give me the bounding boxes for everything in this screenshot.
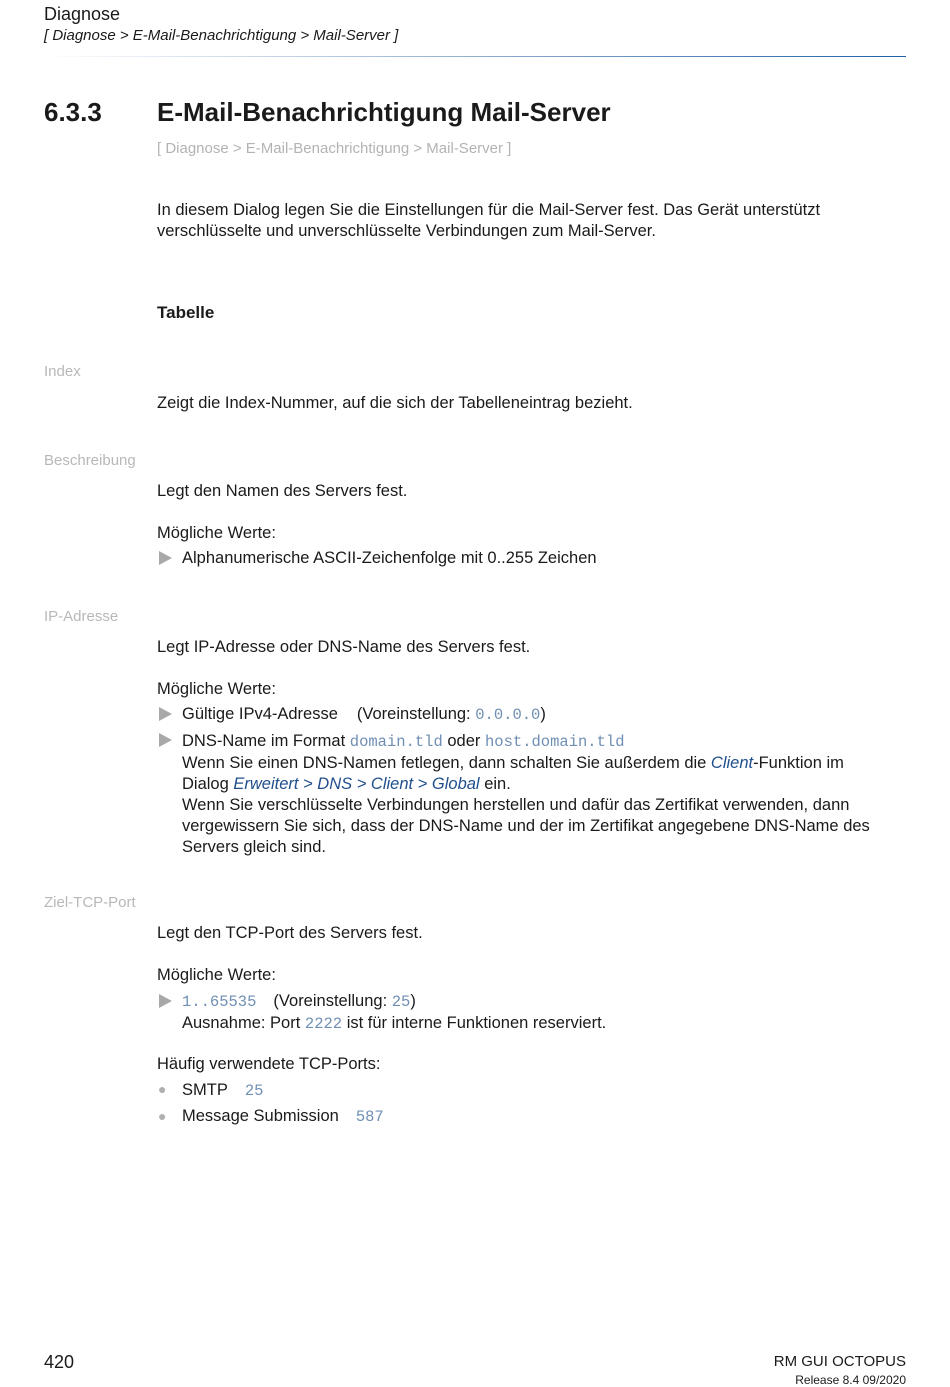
footer-product: RM GUI OCTOPUS [773, 1353, 906, 1370]
values-heading-port: Mögliche Werte: [157, 966, 276, 984]
port-default-suffix: ) [410, 992, 416, 1010]
param-desc-beschreibung: Legt den Namen des Servers fest. [157, 482, 408, 500]
port-exception-a: Ausnahme: Port [182, 1014, 305, 1032]
dns-code-host: host.domain.tld [484, 733, 625, 751]
value-item-ascii: Alphanumerische ASCII-Zeichenfolge mit 0..255 Zeichen [182, 549, 597, 567]
param-label-index: Index [44, 363, 81, 380]
value-item-ipv4 [182, 704, 904, 726]
dns-dialog-link[interactable]: Erweitert > DNS > Client > Global [233, 775, 480, 793]
param-label-beschreibung: Beschreibung [44, 452, 136, 469]
port-exception-code: 2222 [304, 1015, 343, 1033]
round-bullet-icon: ● [158, 1081, 167, 1097]
common-port-name: SMTP [182, 1081, 228, 1099]
triangle-bullet-icon [159, 994, 172, 1008]
dns-note-c: Dialog [182, 775, 234, 793]
common-port-submission [182, 1106, 904, 1128]
triangle-bullet-icon [159, 733, 172, 747]
common-ports-heading: Häufig verwendete TCP-Ports: [157, 1055, 381, 1073]
section-breadcrumb: [ Diagnose > E-Mail-Benachrichtigung > Mail-Server ] [157, 140, 512, 157]
running-header-title: Diagnose [44, 4, 121, 24]
header-divider [44, 56, 906, 57]
section-title: E-Mail-Benachrichtigung Mail-Server [157, 97, 611, 127]
param-desc-index: Zeigt die Index-Nummer, auf die sich der Tabelleneintrag bezieht. [157, 394, 633, 412]
common-port-smtp [182, 1080, 904, 1102]
dns-note-b: -Funktion im [753, 754, 844, 772]
client-link[interactable]: Client [710, 754, 754, 772]
param-desc-ip: Legt IP-Adresse oder DNS-Name des Servers fest. [157, 638, 531, 656]
param-desc-port: Legt den TCP-Port des Servers fest. [157, 924, 423, 942]
dns-note-d: ein. [479, 775, 511, 793]
param-label-ip: IP-Adresse [44, 608, 119, 625]
ipv4-default-value: 0.0.0.0 [475, 706, 541, 724]
values-heading-ip: Mögliche Werte: [157, 680, 276, 698]
port-default-prefix: (Voreinstellung: [273, 992, 392, 1010]
dns-code-domain: domain.tld [349, 733, 443, 751]
dns-or: oder [442, 732, 485, 750]
port-default-value: 25 [391, 993, 411, 1011]
common-port-number: 587 [355, 1108, 384, 1126]
value-item-port-range [182, 991, 904, 1035]
page-number: 420 [44, 1352, 75, 1372]
dns-note-a: Wenn Sie einen DNS-Namen fetlegen, dann schalten Sie außerdem die [182, 754, 711, 772]
triangle-bullet-icon [159, 551, 172, 565]
footer-release: Release 8.4 09/2020 [795, 1373, 906, 1387]
dns-certificate-note: Wenn Sie verschlüsselte Verbindungen herstellen und dafür das Zertifikat verwenden, dann vergewissern Sie sich, dass der DNS-Name und der im Zertifikat angegebene DNS-Name des Servers gleich sind. [182, 796, 870, 856]
section-number: 6.3.3 [44, 97, 102, 127]
running-header-breadcrumb: [ Diagnose > E-Mail-Benachrichtigung > Mail-Server ] [44, 27, 399, 44]
common-port-number: 25 [244, 1082, 264, 1100]
table-heading: Tabelle [157, 303, 215, 322]
ipv4-default-prefix: (Voreinstellung: [356, 705, 476, 723]
ipv4-text: Gültige IPv4-Adresse [182, 705, 338, 723]
port-range-code: 1..65535 [182, 993, 257, 1011]
port-exception-b: ist für interne Funktionen reserviert. [342, 1014, 607, 1032]
value-item-dns [182, 731, 904, 858]
common-port-name: Message Submission [182, 1107, 339, 1125]
round-bullet-icon: ● [158, 1108, 167, 1124]
values-heading-beschreibung: Mögliche Werte: [157, 524, 276, 542]
dns-text: DNS-Name im Format [182, 732, 350, 750]
ipv4-default-suffix: ) [540, 705, 546, 723]
triangle-bullet-icon [159, 707, 172, 721]
section-intro: In diesem Dialog legen Sie die Einstellungen für die Mail-Server fest. Das Gerät unterstützt verschlüsselte und unverschlüsselte Verbindungen zum Mail-Server. [157, 201, 821, 240]
param-label-port: Ziel-TCP-Port [44, 894, 136, 911]
